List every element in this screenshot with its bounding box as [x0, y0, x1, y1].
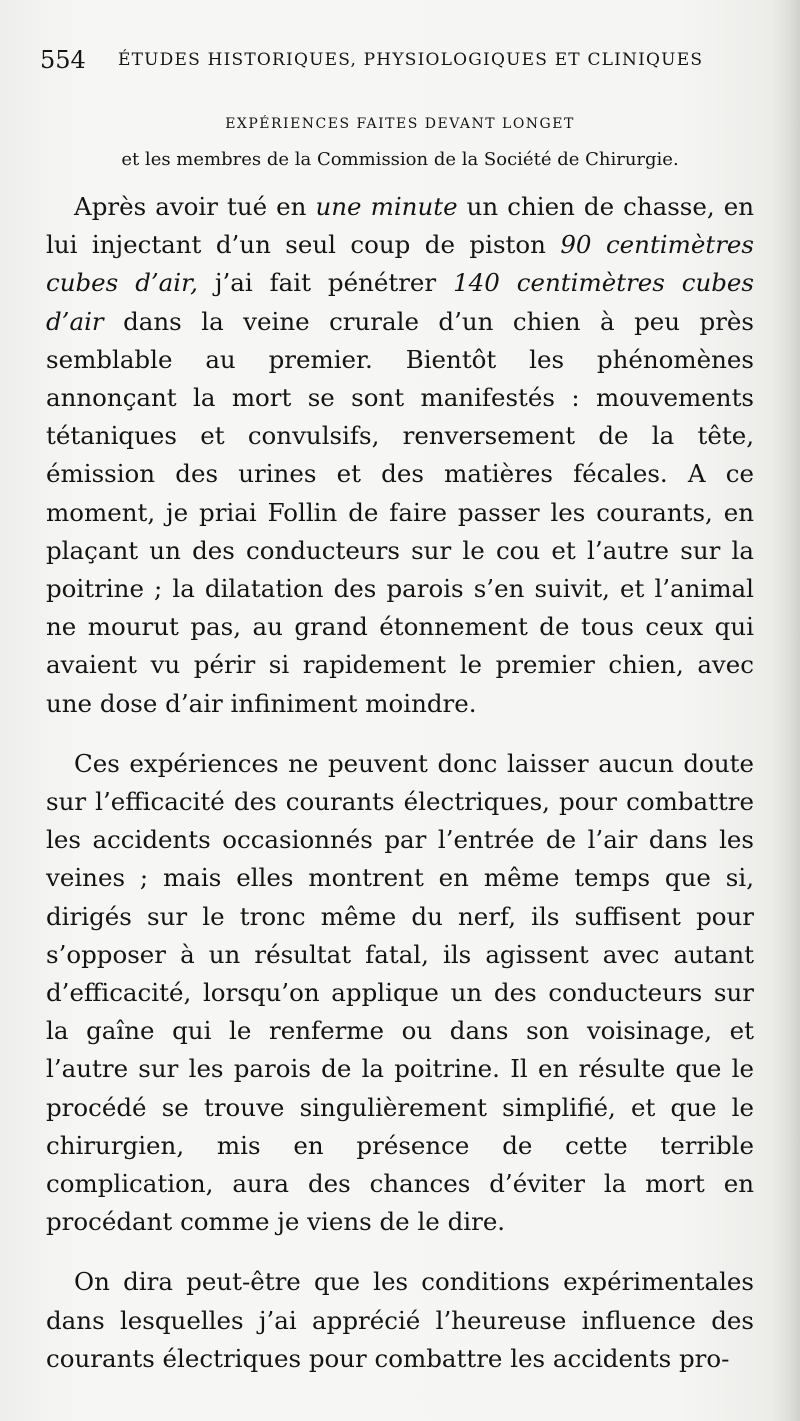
paragraph-1	[46, 188, 754, 723]
paragraph-1-text-2: un chien de chasse, en lui injectant d’un seul coup de piston	[46, 192, 754, 260]
body-text	[46, 188, 754, 1378]
page-number: 554	[40, 46, 86, 74]
section-subtitle: et les membres de la Commission de la Société de Chirurgie.	[121, 149, 679, 170]
running-title: ÉTUDES HISTORIQUES, PHYSIOLOGIQUES ET CLINIQUES	[118, 50, 704, 70]
paragraph-3: On dira peut-être que les conditions expérimentales dans lesquelles j’ai apprécié l’heureuse influence des courants électriques pour combattre les accidents pro-	[46, 1267, 754, 1373]
paragraph-1-text-1: Après avoir tué en	[74, 192, 316, 221]
paragraph-1-text-3: j’ai fait pénétrer	[197, 268, 454, 298]
paragraph-2: Ces expériences ne peuvent donc laisser aucun doute sur l’efficacité des courants électriques, pour combattre les accidents occasionnés par l’entrée de l’air dans les veines ; mais elles montrent en même temps que si, dirigés sur le tronc même du nerf, ils suffisent pour s’opposer à un résultat fatal, ils agissent avec autant d’efficacité, lorsqu’on applique un des conducteurs sur la gaîne qui le renferme ou dans son voisinage, et l’autre sur les parois de la poitrine. Il en résulte que le procédé se trouve singulièrement simplifié, et que le chirurgien, mis en présence de cette terrible complication, aura des chances d’éviter la mort en procédant comme je viens de le dire.	[46, 748, 754, 1237]
paragraph-1-emphasis-1: une minute	[315, 192, 458, 221]
paragraph-1-emphasis-2: 90 centimètres cubes d’air,	[46, 230, 754, 298]
page-header	[40, 42, 760, 78]
paragraph-1-text-4: dans la veine crurale d’un chien à peu près semblable au premier. Bientôt les phénomènes annonçant la mort se sont manifestés : mouvements tétaniques et convulsifs, renversement de la tête, émission des urines et des matières fécales. A ce moment, je priai Follin de faire passer les courants, en plaçant un des conducteurs sur le cou et l’autre sur la poitrine ; la dilatation des parois s’en suivit, et l’animal ne mourut pas, au grand étonnement de tous ceux qui avaient vu périr si rapidement le premier chien, avec une dose d’air infiniment moindre.	[46, 306, 754, 718]
paragraph-1-emphasis-3: 140 centimètres cubes d’air	[46, 268, 755, 336]
section-title: EXPÉRIENCES FAITES DEVANT LONGET	[225, 116, 575, 132]
page-gutter-shadow	[772, 0, 800, 1421]
